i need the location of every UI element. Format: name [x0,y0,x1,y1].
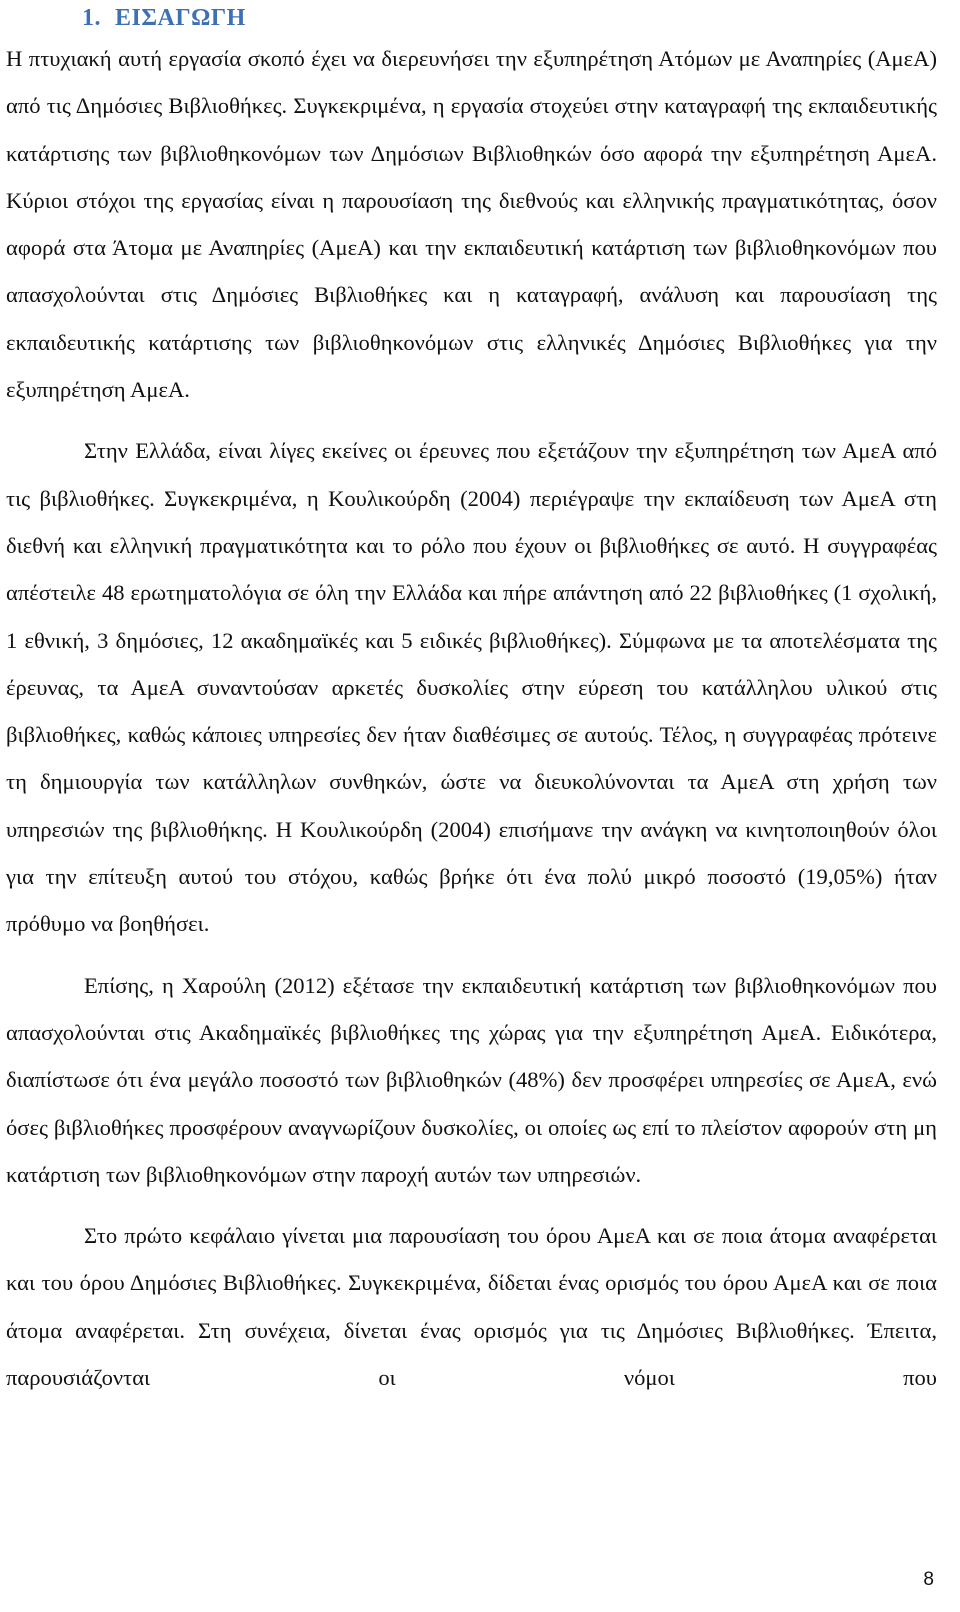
section-number: 1. [82,5,101,31]
paragraph-3: Επίσης, η Χαρούλη (2012) εξέτασε την εκπαιδευτική κατάρτιση των βιβλιοθηκονόμων που απασχολούνται στις Ακαδημαϊκές βιβλιοθήκες της χώρας για την εξυπηρέτηση ΑμεΑ. Ειδικότερα, διαπίστωσε ότι ένα μεγάλο ποσοστό των βιβλιοθηκών (48%) δεν προσφέρει υπηρεσίες σε ΑμεΑ, ενώ όσες βιβλιοθήκες προσφέρουν αναγνωρίζουν δυσκολίες, οι οποίες ως επί το πλείστον αφορούν στη μη κατάρτιση των βιβλιοθηκονόμων στην παροχή αυτών των υπηρεσιών. [6,972,937,1187]
paragraph-2: Στην Ελλάδα, είναι λίγες εκείνες οι έρευνες που εξετάζουν την εξυπηρέτηση των ΑμεΑ από τις βιβλιοθήκες. Συγκεκριμένα, η Κουλικούρδη (2004) περιέγραψε την εκπαίδευση των ΑμεΑ στη διεθνή και ελληνική πραγματικότητα και το ρόλο που έχουν οι βιβλιοθήκες σε αυτό. Η συγγραφέας απέστειλε 48 ερωτηματολόγια σε όλη την Ελλάδα και πήρε απάντηση από 22 βιβλιοθήκες (1 σχολική, 1 εθνική, 3 δημόσιες, 12 ακαδημαϊκές και 5 ειδικές βιβλιοθήκες). Σύμφωνα με τα αποτελέσματα της έρευνας, τα ΑμεΑ συναντούσαν αρκετές δυσκολίες στην εύρεση του κατάλληλου υλικού στις βιβλιοθήκες, καθώς κάποιες υπηρεσίες δεν ήταν διαθέσιμες σε αυτούς. Τέλος, η συγγραφέας πρότεινε τη δημιουργία των κατάλληλων συνθηκών, ώστε να διευκολύνονται τα ΑμεΑ στη χρήση των υπηρεσιών της βιβλιοθήκης. Η Κουλικούρδη (2004) επισήμανε την ανάγκη να κινητοποιηθούν όλοι για την επίτευξη αυτού του στόχου, καθώς βρήκε ότι ένα πολύ μικρό ποσοστό (19,05%) ήταν πρόθυμο να βοηθήσει. [6,438,937,937]
paragraph-4: Στο πρώτο κεφάλαιο γίνεται μια παρουσίαση του όρου ΑμεΑ και σε ποια άτομα αναφέρεται και του όρου Δημόσιες Βιβλιοθήκες. Συγκεκριμένα, δίδεται ένας ορισμός του όρου ΑμεΑ και σε ποια άτομα αναφέρεται. Στη συνέχεια, δίνεται ένας ορισμός για τις Δημόσιες Βιβλιοθήκες. Έπειτα, παρουσιάζονται οι νόμοι που [6,1223,937,1391]
page-number: 8 [923,1569,934,1590]
section-heading [82,4,937,32]
paragraph-1: Η πτυχιακή αυτή εργασία σκοπό έχει να διερευνήσει την εξυπηρέτηση Ατόμων με Αναπηρίες (ΑμεΑ) από τις Δημόσιες Βιβλιοθήκες. Συγκεκριμένα, η εργασία στοχεύει στην καταγραφή της εκπαιδευτικής κατάρτισης των βιβλιοθηκονόμων των Δημόσιων Βιβλιοθηκών όσο αφορά την εξυπηρέτηση ΑμεΑ. Κύριοι στόχοι της εργασίας είναι η παρουσίαση της διεθνούς και ελληνικής πραγματικότητας, όσον αφορά στα Άτομα με Αναπηρίες (ΑμεΑ) και την εκπαιδευτική κατάρτιση των βιβλιοθηκονόμων που απασχολούνται στις Δημόσιες Βιβλιοθήκες και η καταγραφή, ανάλυση και παρουσίαση της εκπαιδευτικής κατάρτισης των βιβλιοθηκονόμων στις ελληνικές Δημόσιες Βιβλιοθήκες για την εξυπηρέτηση ΑμεΑ. [6,46,937,403]
document-page [6,0,937,1401]
section-title: ΕΙΣΑΓΩΓΗ [115,5,246,31]
